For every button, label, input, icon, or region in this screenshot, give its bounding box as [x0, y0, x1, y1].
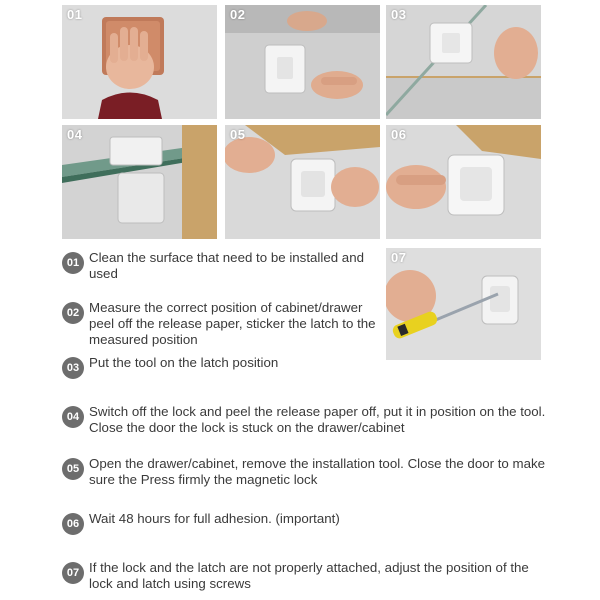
peel-sticker-icon [225, 5, 380, 119]
step-text: If the lock and the latch are not properly attached, adjust the position of the lock and latch using screws [89, 560, 529, 591]
step-text: Measure the correct position of cabinet/drawer peel off the release paper, sticker the latch to the measured position [89, 300, 376, 347]
photo-number: 04 [67, 127, 83, 142]
photo-number: 05 [230, 127, 246, 142]
photo-number: 07 [391, 250, 407, 265]
place-tool-icon [386, 5, 541, 119]
step-number-badge: 07 [62, 562, 84, 584]
remove-tool-icon [225, 125, 380, 239]
step-photo-5 [225, 125, 380, 239]
step-photo-6 [386, 125, 541, 239]
press-lock-icon [386, 125, 541, 239]
lock-on-tool-icon [62, 125, 217, 239]
photo-number: 06 [391, 127, 407, 142]
step-text: Wait 48 hours for full adhesion. (important) [89, 511, 340, 526]
cloth-wipe-icon [62, 5, 217, 119]
step-photo-7 [386, 248, 541, 360]
step-number-badge: 06 [62, 513, 84, 535]
step-text: Put the tool on the latch position [89, 355, 279, 370]
step-number-badge: 01 [62, 252, 84, 274]
photo-number: 02 [230, 7, 246, 22]
step-photo-2 [225, 5, 380, 119]
step-number-badge: 03 [62, 357, 84, 379]
step-text: Open the drawer/cabinet, remove the installation tool. Close the door to make sure the Press firmly the magnetic lock [89, 456, 546, 487]
step-number-badge: 02 [62, 302, 84, 324]
step-photo-3 [386, 5, 541, 119]
photo-number: 03 [391, 7, 407, 22]
photo-number: 01 [67, 7, 83, 22]
step-text: Switch off the lock and peel the release paper off, put it in position on the tool. Close the door the lock is stuck on the drawer/cabinet [89, 404, 546, 435]
step-photo-1 [62, 5, 217, 119]
step-photo-4 [62, 125, 217, 239]
step-number-badge: 05 [62, 458, 84, 480]
step-number-badge: 04 [62, 406, 84, 428]
screwdriver-icon [386, 248, 541, 360]
step-text: Clean the surface that need to be installed and used [89, 250, 364, 281]
